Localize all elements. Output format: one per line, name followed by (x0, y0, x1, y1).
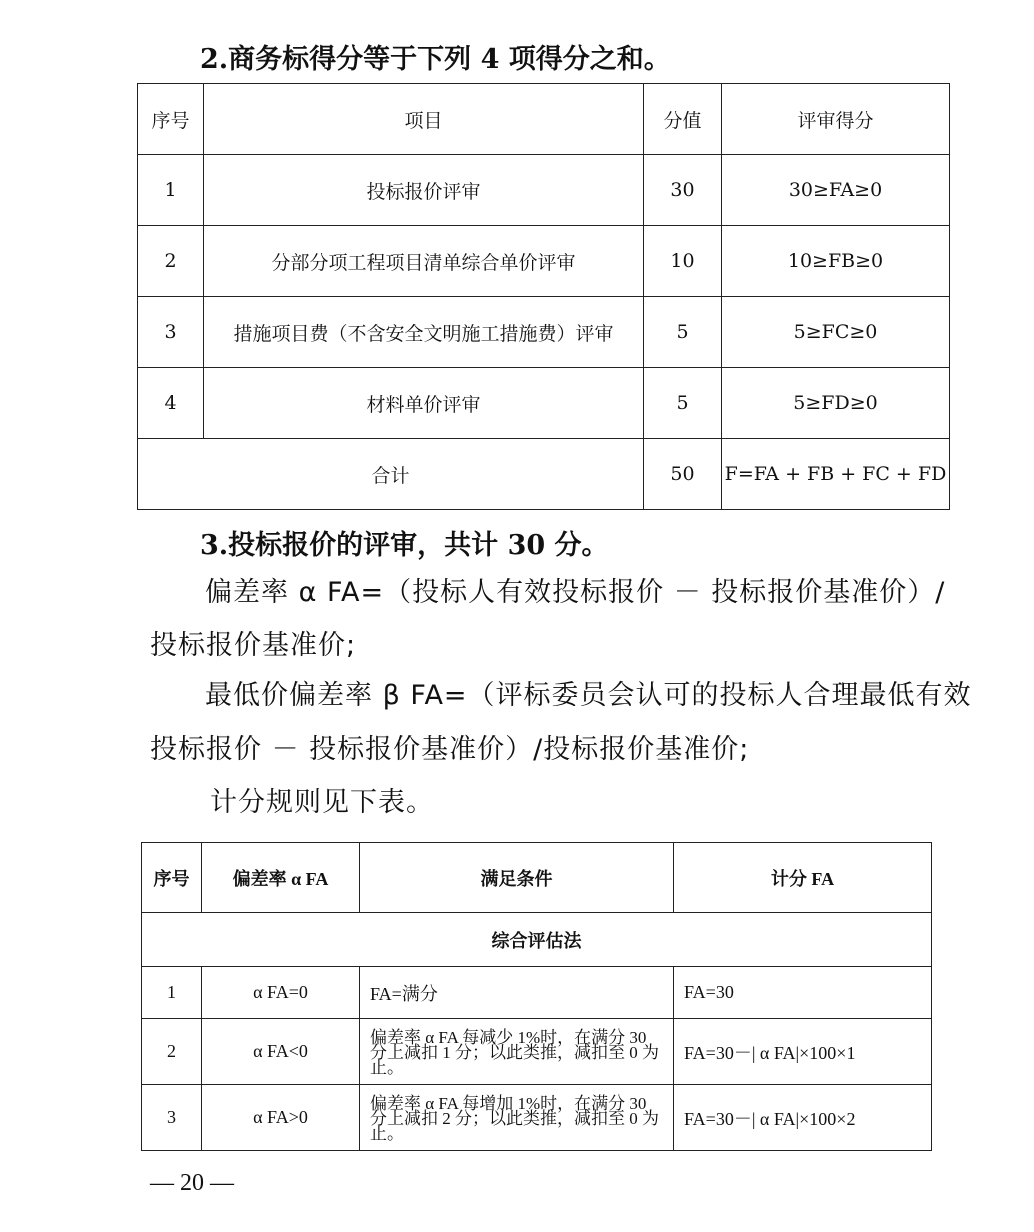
table-total-row (138, 439, 950, 510)
row-score: FA=30 (674, 967, 932, 1019)
heading-business-score: 2.商务标得分等于下列 4 项得分之和。 (200, 44, 671, 75)
row-number: 1 (138, 155, 204, 226)
section-title: 综合评估法 (142, 913, 932, 967)
deviation-rate-line-1: 偏差率 α FA=（投标人有效投标报价 － 投标报价基准价）/ (205, 577, 946, 608)
row-item: 材料单价评审 (204, 368, 644, 439)
table-row (142, 1085, 932, 1151)
row-score: 5 (644, 368, 722, 439)
row-condition: 偏差率 α FA 每增加 1%时，在满分 30 分上减扣 2 分；以此类推，减扣至 0 为止。 (360, 1085, 674, 1151)
header-cell: 序号 (138, 84, 204, 155)
row-eval: 30≥FA≥0 (722, 155, 950, 226)
section-row (142, 913, 932, 967)
scoring-rule-note: 计分规则见下表。 (210, 787, 434, 818)
row-eval: 5≥FD≥0 (722, 368, 950, 439)
row-rate: α FA>0 (202, 1085, 360, 1151)
row-condition: FA=满分 (360, 967, 674, 1019)
row-eval: 5≥FC≥0 (722, 297, 950, 368)
row-score: FA=30－| α FA|×100×2 (674, 1085, 932, 1151)
row-number: 2 (142, 1019, 202, 1085)
table-row (142, 1019, 932, 1085)
row-score: 30 (644, 155, 722, 226)
table-row (138, 297, 950, 368)
row-rate: α FA<0 (202, 1019, 360, 1085)
total-score: 50 (644, 439, 722, 510)
row-number: 1 (142, 967, 202, 1019)
total-eval: F=FA + FB + FC + FD (722, 439, 950, 510)
business-score-table (137, 83, 950, 510)
row-number: 4 (138, 368, 204, 439)
row-number: 3 (138, 297, 204, 368)
header-cell: 分值 (644, 84, 722, 155)
row-item: 投标报价评审 (204, 155, 644, 226)
header-cell: 偏差率 α FA (202, 843, 360, 913)
table-row (138, 368, 950, 439)
header-cell: 序号 (142, 843, 202, 913)
deviation-rate-line-2: 投标报价基准价; (150, 630, 357, 661)
row-score: 10 (644, 226, 722, 297)
heading-bid-review: 3.投标报价的评审，共计 30 分。 (200, 530, 609, 561)
header-cell: 项目 (204, 84, 644, 155)
row-item: 分部分项工程项目清单综合单价评审 (204, 226, 644, 297)
header-cell: 评审得分 (722, 84, 950, 155)
header-cell: 计分 FA (674, 843, 932, 913)
row-rate: α FA=0 (202, 967, 360, 1019)
header-cell: 满足条件 (360, 843, 674, 913)
scoring-rule-table (141, 842, 932, 1151)
row-score: 5 (644, 297, 722, 368)
row-score: FA=30－| α FA|×100×1 (674, 1019, 932, 1085)
table-row (138, 226, 950, 297)
page-number: — 20 — (150, 1170, 234, 1196)
row-condition: 偏差率 α FA 每减少 1%时，在满分 30 分上减扣 1 分；以此类推，减扣至 0 为止。 (360, 1019, 674, 1085)
total-label: 合计 (138, 439, 644, 510)
lowest-deviation-line-1: 最低价偏差率 β FA=（评标委员会认可的投标人合理最低有效 (205, 680, 972, 711)
row-eval: 10≥FB≥0 (722, 226, 950, 297)
table-header-row (142, 843, 932, 913)
table-header-row (138, 84, 950, 155)
table-row (142, 967, 932, 1019)
row-item: 措施项目费（不含安全文明施工措施费）评审 (204, 297, 644, 368)
lowest-deviation-line-2: 投标报价 － 投标报价基准价）/投标报价基准价; (150, 734, 750, 765)
row-number: 2 (138, 226, 204, 297)
table-row (138, 155, 950, 226)
row-number: 3 (142, 1085, 202, 1151)
